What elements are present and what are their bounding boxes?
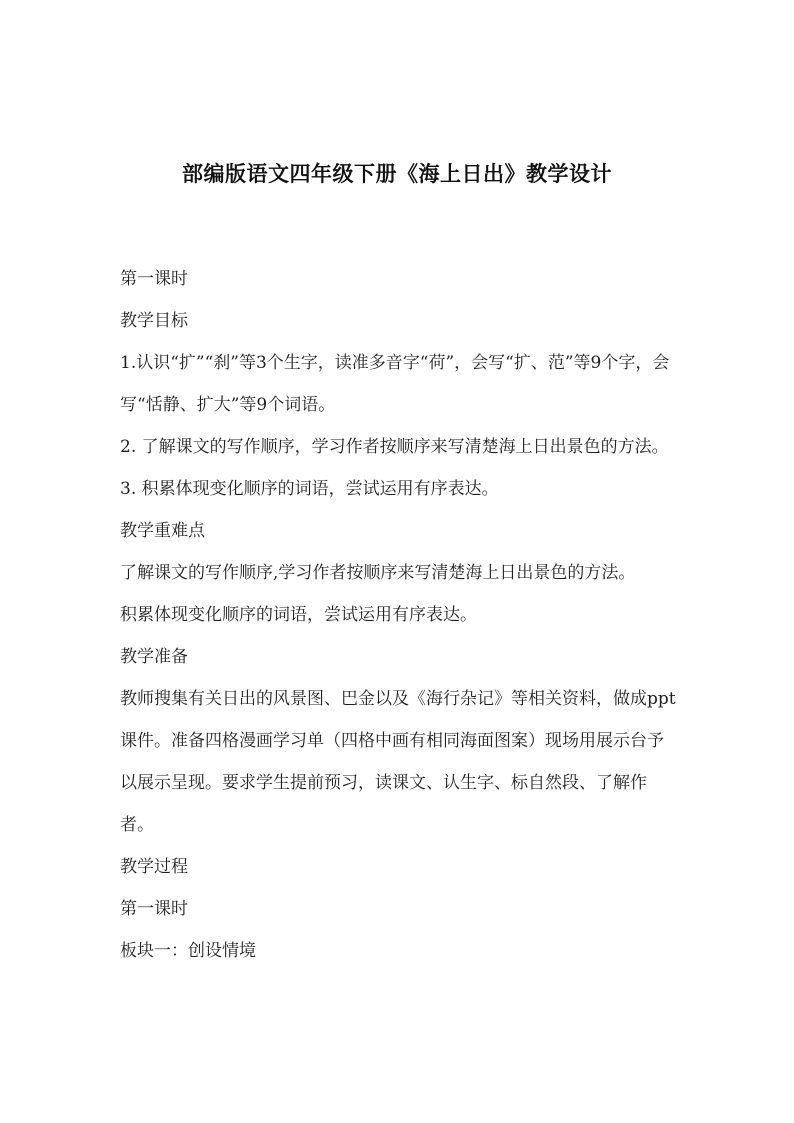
keypoint-1: 了解课文的写作顺序,学习作者按顺序来写清楚海上日出景色的方法。: [120, 563, 636, 583]
block-1-heading: 板块一：创设情境: [120, 941, 256, 961]
lesson-label-repeat: 第一课时: [120, 899, 188, 919]
keypoints-heading: 教学重难点: [120, 521, 205, 541]
lesson-label: 第一课时: [120, 269, 188, 289]
preparation-text: 教师搜集有关日出的风景图、巴金以及《海行杂记》等相关资料，做成ppt课件。准备四格漫画学习单（四格中画有相同海面图案）现场用展示台予以展示呈现。要求学生提前预习，读课文、认生字、标自然段、了解作者。: [120, 689, 676, 835]
objective-3: 3. 积累体现变化顺序的词语，尝试运用有序表达。: [120, 479, 499, 499]
objective-2: 2. 了解课文的写作顺序，学习作者按顺序来写清楚海上日出景色的方法。: [120, 437, 669, 457]
keypoint-2: 积累体现变化顺序的词语，尝试运用有序表达。: [120, 605, 477, 625]
document-body: [120, 258, 680, 972]
objectives-heading: 教学目标: [120, 311, 188, 331]
process-heading: 教学过程: [120, 857, 188, 877]
document-title: 部编版语文四年级下册《海上日出》教学设计: [182, 162, 612, 186]
preparation-heading: 教学准备: [120, 647, 188, 667]
objective-1: 1.认识“扩”“刹”等3个生字，读准多音字“荷”，会写“扩、范”等9个字，会写“恬静、扩大”等9个词语。: [120, 353, 670, 415]
